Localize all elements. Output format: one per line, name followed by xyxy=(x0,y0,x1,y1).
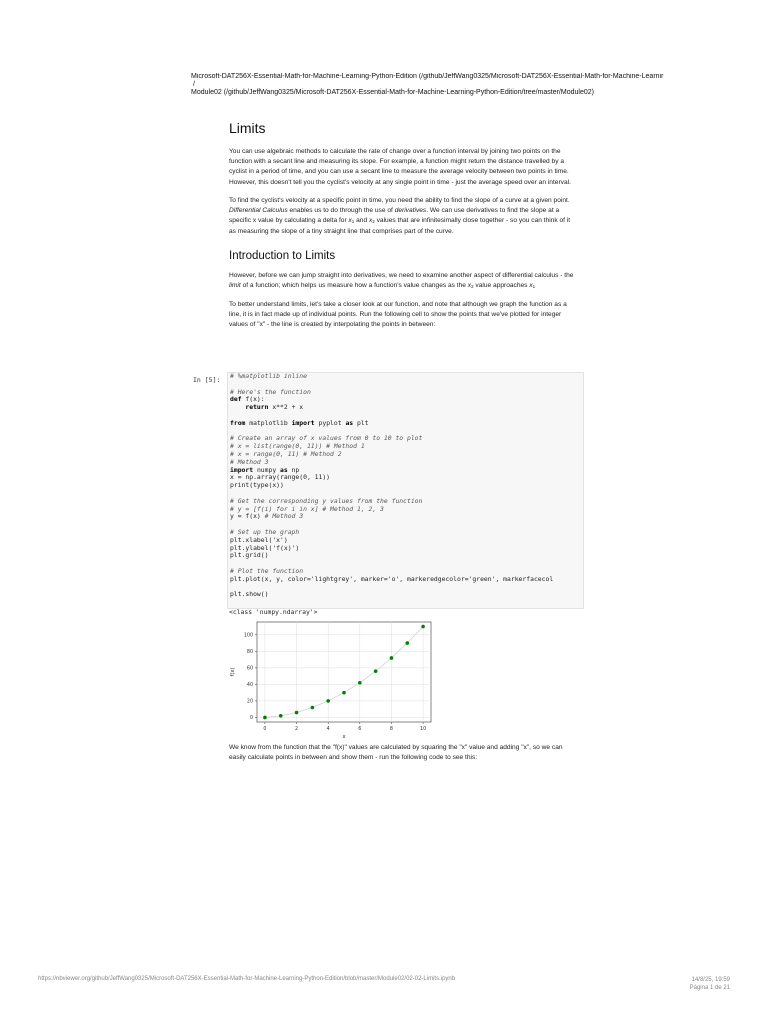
math-variable: x xyxy=(467,281,472,289)
x-axis-label: x xyxy=(342,734,346,740)
emphasis-text: derivatives xyxy=(394,207,427,215)
cell-output: <class 'numpy.ndarray'> xyxy=(229,608,318,616)
code-line: x = np.array(range(0, 11)) xyxy=(230,473,331,482)
emphasis-text: Differential Calculus xyxy=(229,207,288,215)
paragraph-points: To better understand limits, let's take a closer look at our function, and note that although we graph the function as a line, it is in fact made up of individual points. Run the following cell to show the points that we've plotted for integer values of "x" - the line is created by interpolating the points in between: xyxy=(229,301,567,329)
code-line: plt.grid() xyxy=(230,551,269,560)
notebook-after-plot xyxy=(229,743,574,771)
math-variable: x xyxy=(348,217,352,225)
text-run: enables us to do through the use of xyxy=(287,207,395,215)
math-subscript: 1 xyxy=(532,283,536,289)
code-line: # Plot the function xyxy=(230,566,304,575)
math-subscript: 2 xyxy=(372,219,375,225)
data-point xyxy=(295,711,299,715)
code-line: plt.plot(x, y, color='lightgrey', marker='o', markeredgecolor='green', markerfacecol xyxy=(230,574,554,583)
footer-page-number: Página 1 de 21 xyxy=(689,985,730,991)
page-title: Limits xyxy=(229,120,266,136)
code-line: # Method 3 xyxy=(230,457,269,466)
data-point xyxy=(326,699,330,703)
text-run: value approaches xyxy=(473,281,530,289)
data-point xyxy=(390,656,394,660)
code-line: # Here's the function xyxy=(230,387,311,396)
y-tick-label: 40 xyxy=(246,683,253,689)
data-point xyxy=(311,706,315,710)
code-line: plt.ylabel('f(x)') xyxy=(230,543,300,552)
y-tick-label: 100 xyxy=(243,633,253,639)
data-point xyxy=(358,681,362,685)
y-axis-label: f(x) xyxy=(230,667,236,677)
x-tick-label: 2 xyxy=(295,727,299,732)
text-run: of a function; which helps us measure how a function's value changes as the xyxy=(240,281,468,289)
code-cell[interactable] xyxy=(227,372,584,609)
paragraph-limit xyxy=(229,271,574,292)
footer-url: https://nbviewer.org/github/JeffWang0325/Microsoft-DAT256X-Essential-Math-for-Machine-Learning-Python-Edition/blob/master/Module02/02-02-Limits.ipynb xyxy=(38,976,456,982)
breadcrumb xyxy=(191,73,736,97)
paragraph-derivatives xyxy=(229,196,574,238)
y-tick-label: 60 xyxy=(246,666,253,672)
emphasis-text: limit xyxy=(229,281,241,289)
plot-area xyxy=(257,622,431,722)
code-line: # y = [f(i) for i in x] # Method 1, 2, 3 xyxy=(230,504,384,513)
code-line: print(type(x)) xyxy=(230,481,284,490)
text-run: . We can use derivatives to find the slope at a specific x value by calculating a delta for xyxy=(229,207,560,225)
text-run: values that are infinitesimally close together - so you can think of it as measuring the slope of a tiny straight line that comprises part of the curve. xyxy=(229,217,571,236)
footer-datetime: 14/8/25, 19:59 xyxy=(691,977,730,983)
breadcrumb-repo-link[interactable]: Microsoft-DAT256X-Essential-Math-for-Machine-Learning-Python-Edition (/github/JeffWang0325/Microsoft-DAT256X-Essential-Math-for-Machine-Learnir xyxy=(191,73,664,80)
math-variable: x xyxy=(368,217,373,225)
y-tick-label: 80 xyxy=(246,650,253,656)
code-line: # Create an array of x values from 0 to 10 to plot xyxy=(230,434,423,443)
x-tick-label: 10 xyxy=(420,727,427,732)
y-tick-label: 20 xyxy=(246,699,253,705)
code-line: plt.show() xyxy=(230,590,269,599)
text-run: and xyxy=(354,217,369,225)
function-plot xyxy=(229,619,439,741)
data-point xyxy=(263,716,267,720)
text-run: However, before we can jump straight into derivatives, we need to examine another aspect of differential calculus - the xyxy=(229,271,574,279)
x-tick-label: 4 xyxy=(326,727,330,732)
text-run: To find the cyclist's velocity at a specific point in time, you need the ability to find the slope of a curve at a given point. xyxy=(229,196,570,204)
code-line: import numpy as np xyxy=(230,465,300,474)
footer-meta xyxy=(690,976,730,992)
paragraph-interpolation: We know from the function that the "f(x)" values are calculated by squaring the "x" value and adding "x", so we can easily calculate points in between and show them - run the following code to see this: xyxy=(229,744,563,762)
data-point xyxy=(374,669,378,673)
code-line: # %matplotlib inline xyxy=(230,372,307,380)
code-line: from matplotlib import pyplot as plt xyxy=(230,418,369,427)
x-tick-label: 6 xyxy=(358,727,362,732)
code-line: # Set up the graph xyxy=(230,527,300,536)
breadcrumb-separator: / xyxy=(193,81,195,88)
paragraph-secant: You can use algebraic methods to calculate the rate of change over a function interval by joining two points on the function with a secant line and measuring its slope. For example, a function might return the distance travelled by a cyclist in a period of time, and you can use a secant line to measure the average velocity between two points in time. However, this doesn't tell you the cyclist's velocity at any single point in time - just the average speed over an interval. xyxy=(229,148,571,186)
code-line: # x = list(range(0, 11)) # Method 1 xyxy=(230,442,365,451)
breadcrumb-module-link[interactable]: Module02 (/github/JeffWang0325/Microsoft-DAT256X-Essential-Math-for-Machine-Learning-Python-Edition/tree/master/Module02) xyxy=(191,89,594,96)
code-line: return x**2 + x xyxy=(245,403,304,412)
code-line: def f(x): xyxy=(230,395,265,404)
x-tick-label: 0 xyxy=(263,727,267,732)
code-line: y = f(x) # Method 3 xyxy=(230,512,304,521)
x-tick-label: 8 xyxy=(389,727,393,732)
y-tick-label: 0 xyxy=(249,716,253,722)
code-line: plt.xlabel('x') xyxy=(230,535,288,544)
code-line: # Get the corresponding y values from the function xyxy=(230,496,423,505)
data-point xyxy=(279,714,283,718)
math-variable: x xyxy=(529,281,533,289)
cell-prompt: In [5]: xyxy=(193,376,221,384)
data-point xyxy=(405,641,409,645)
section-heading: Introduction to Limits xyxy=(229,249,336,262)
notebook-intro xyxy=(229,120,574,339)
code-line: # x = range(0, 11) # Method 2 xyxy=(230,449,342,458)
math-subscript: 1 xyxy=(351,219,355,225)
data-point xyxy=(342,691,346,695)
code-line xyxy=(228,584,583,592)
data-point xyxy=(421,625,425,629)
math-subscript: 2 xyxy=(471,283,474,289)
